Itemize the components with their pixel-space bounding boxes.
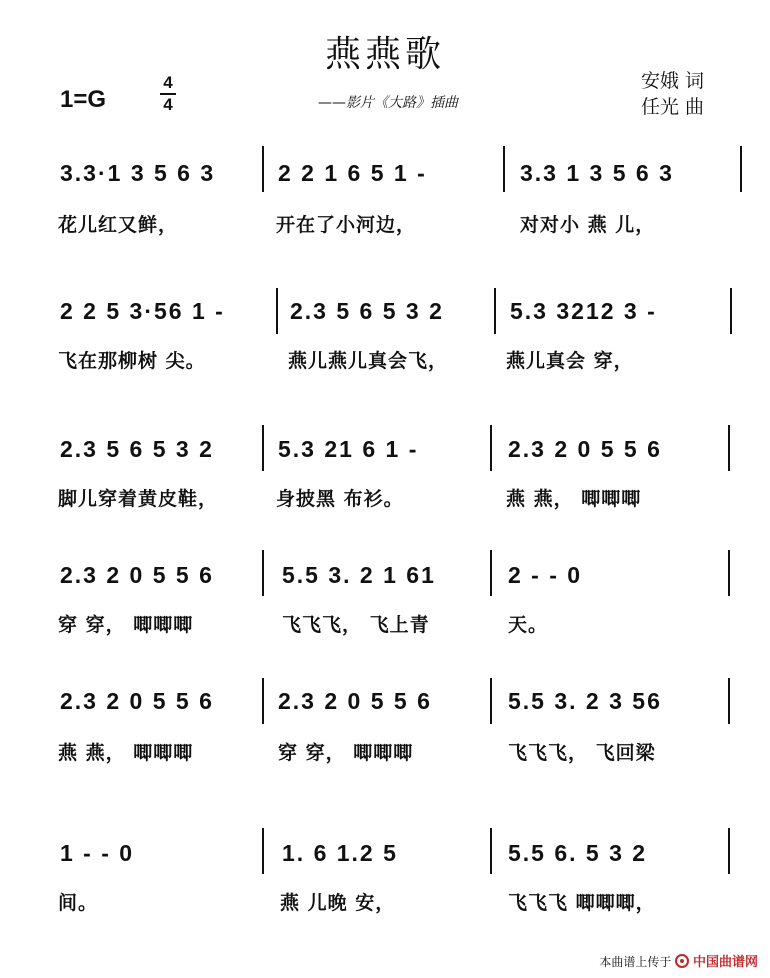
barline-end <box>740 146 742 192</box>
lyric-line: 开在了小河边， <box>276 214 417 236</box>
site-logo-icon <box>675 954 689 971</box>
time-signature <box>158 74 178 114</box>
upload-note: 本曲谱上传于 <box>599 955 672 969</box>
lyric-line: 穿 穿， 唧唧唧 <box>278 742 414 764</box>
measure-notes: 3.3 1 3 5 6 3 <box>520 160 674 186</box>
barline <box>494 288 496 334</box>
lyric-line: 飞飞飞， 飞上青 <box>282 614 430 636</box>
measure-notes: 5.5 3. 2 3 56 <box>508 688 662 714</box>
measure-notes: 2.3 2 0 5 5 6 <box>60 688 214 714</box>
measure-notes: 5.3 21 6 1 - <box>278 436 419 462</box>
measure-notes: 2.3 2 0 5 5 6 <box>278 688 432 714</box>
key-signature: 1=G <box>60 86 107 113</box>
measure-notes: 2.3 5 6 5 3 2 <box>290 298 444 324</box>
measure-notes: 1. 6 1.2 5 <box>282 840 398 866</box>
lyric-line: 燕 儿晚 安， <box>280 892 396 914</box>
lyric-line: 脚儿穿着黄皮鞋， <box>58 488 219 510</box>
barline <box>503 146 505 192</box>
barline <box>490 828 492 874</box>
barline <box>490 550 492 596</box>
barline-end <box>728 678 730 724</box>
barline <box>262 828 264 874</box>
lyric-line: 穿 穿， 唧唧唧 <box>58 614 194 636</box>
barline-end <box>728 828 730 874</box>
lyric-line: 花儿红又鲜， <box>58 214 179 236</box>
measure-notes: 2.3 5 6 5 3 2 <box>60 436 214 462</box>
measure-notes: 5.3 3212 3 - <box>510 298 657 324</box>
lyric-line: 飞飞飞， 飞回梁 <box>508 742 656 764</box>
lyric-line: 天。 <box>508 614 549 636</box>
measure-notes: 2.3 2 0 5 5 6 <box>60 562 214 588</box>
measure-notes: 5.5 6. 5 3 2 <box>508 840 648 866</box>
measure-notes: 2.3 2 0 5 5 6 <box>508 436 662 462</box>
lyric-line: 燕 燕， 唧唧唧 <box>58 742 194 764</box>
lyric-line: 飞飞飞 唧唧唧， <box>508 892 656 914</box>
composer-credit: 任光 曲 <box>640 96 704 118</box>
lyric-line: 燕儿真会 穿， <box>506 350 634 372</box>
measure-notes: 3.3·1 3 5 6 3 <box>60 160 216 186</box>
barline-end <box>730 288 732 334</box>
barline <box>262 678 264 724</box>
lyric-line: 燕儿燕儿真会飞， <box>288 350 449 372</box>
barline <box>490 425 492 471</box>
site-footer <box>599 951 758 971</box>
measure-notes: 2 - - 0 <box>508 562 583 588</box>
time-numerator: 4 <box>163 73 173 92</box>
lyricist-credit: 安娥 词 <box>640 70 704 92</box>
time-denominator: 4 <box>163 95 173 114</box>
barline <box>490 678 492 724</box>
lyric-line: 对对小 燕 儿， <box>520 214 656 236</box>
barline-end <box>728 425 730 471</box>
measure-notes: 2 2 5 3·56 1 - <box>60 298 225 324</box>
barline <box>262 550 264 596</box>
film-source-note: ——影片《大路》插曲 <box>318 95 458 111</box>
lyric-line: 飞在那柳树 尖。 <box>58 350 206 372</box>
barline-end <box>728 550 730 596</box>
lyric-line: 间。 <box>58 892 99 914</box>
barline <box>262 425 264 471</box>
song-title: 燕燕歌 <box>324 34 445 75</box>
lyric-line: 身披黑 布衫。 <box>276 488 404 510</box>
barline <box>276 288 278 334</box>
measure-notes: 2 2 1 6 5 1 - <box>278 160 427 186</box>
measure-notes: 1 - - 0 <box>60 840 135 866</box>
barline <box>262 146 264 192</box>
site-name[interactable]: 中国曲谱网 <box>692 955 758 970</box>
measure-notes: 5.5 3. 2 1 61 <box>282 562 436 588</box>
lyric-line: 燕 燕， 唧唧唧 <box>506 488 642 510</box>
